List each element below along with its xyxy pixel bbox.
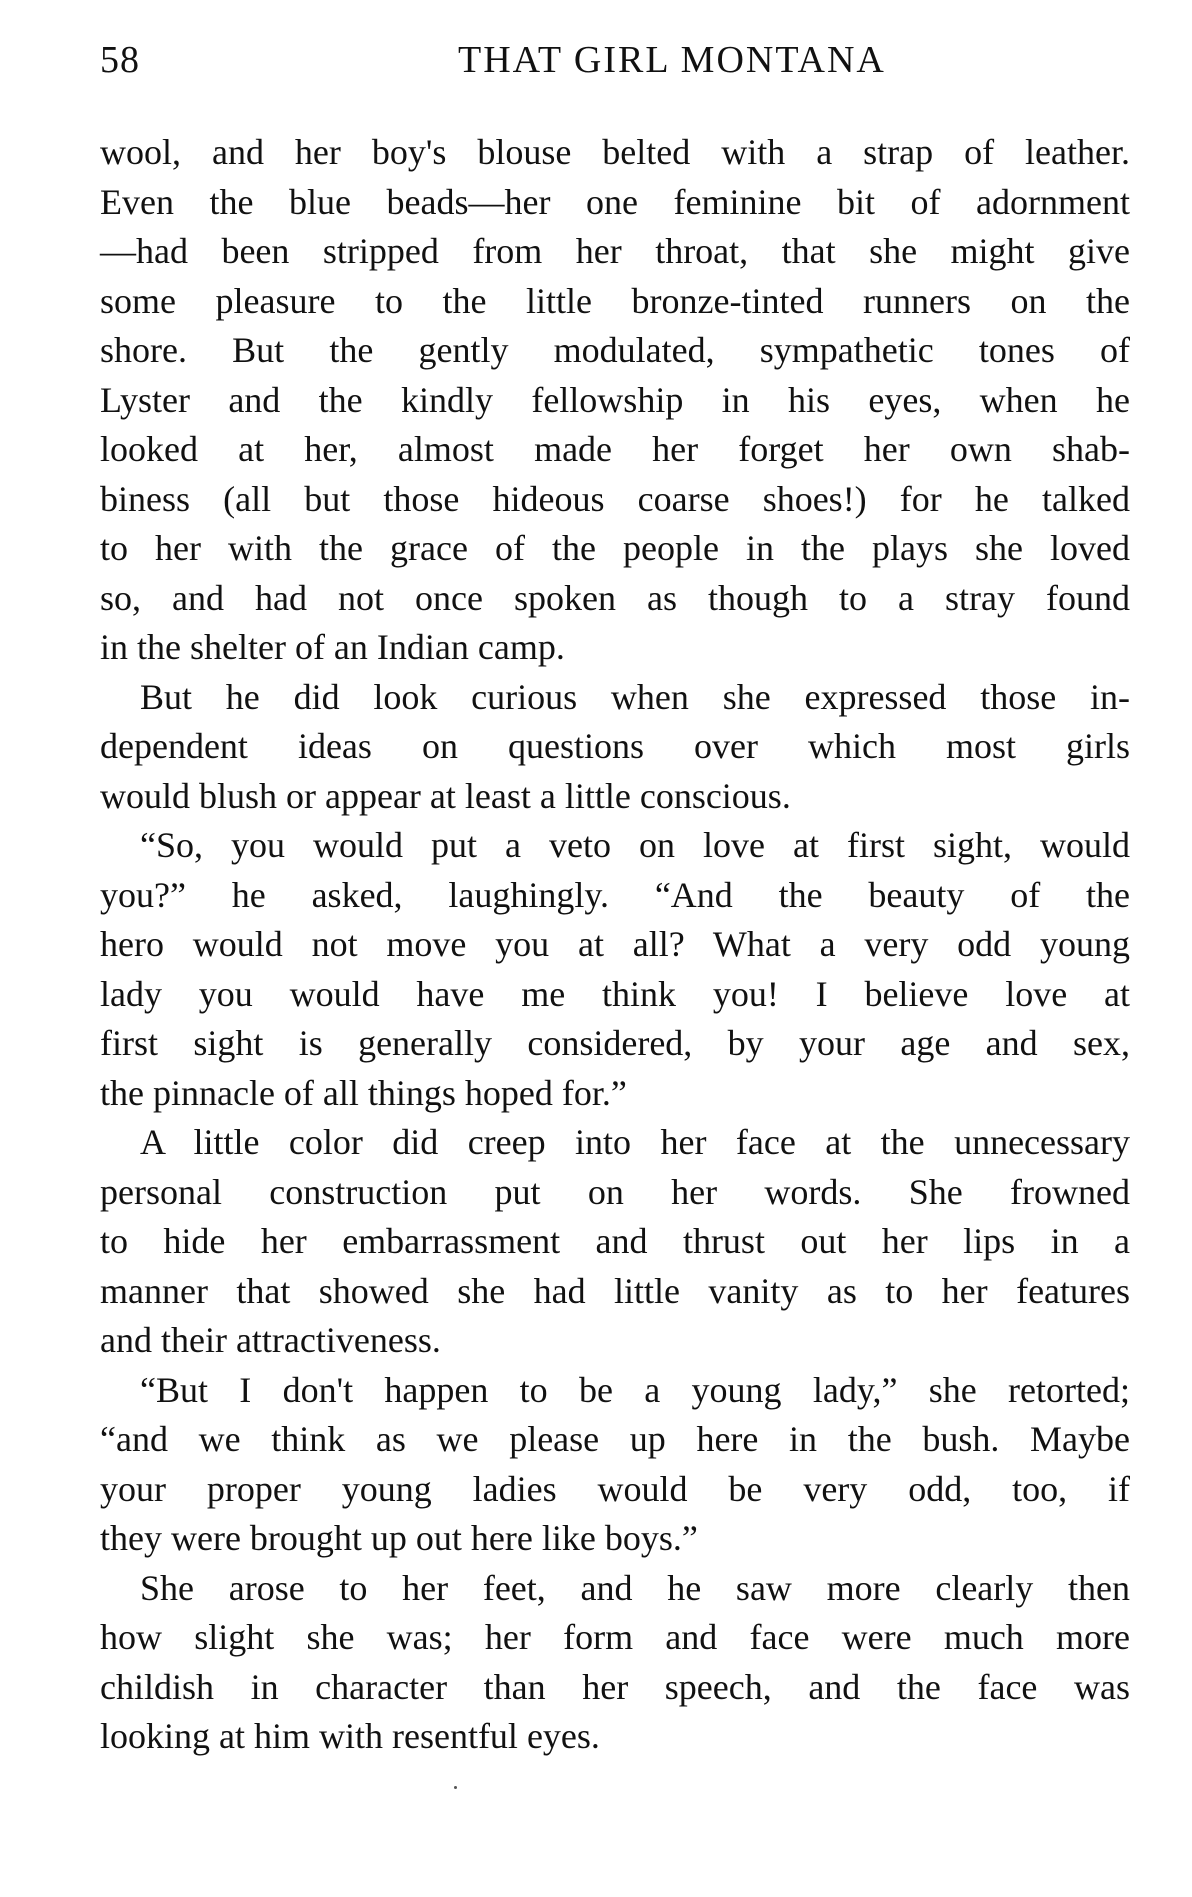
text-line: Lyster and the kindly fellowship in his eyes, when he — [100, 379, 1130, 420]
text-line: biness (all but those hideous coarse shoes!) for he talked — [100, 478, 1130, 519]
text-line: you?” he asked, laughingly. “And the beauty of the — [100, 874, 1130, 915]
text-line: “But I don't happen to be a young lady,” she retorted; — [140, 1369, 1130, 1410]
page-number: 58 — [100, 39, 140, 81]
running-head: THAT GIRL MONTANA — [458, 39, 886, 81]
text-line: looked at her, almost made her forget her own shab- — [100, 429, 1130, 469]
body-text — [100, 128, 1130, 1762]
text-line: in the shelter of an Indian camp. — [100, 627, 565, 667]
text-line: to her with the grace of the people in the plays she loved — [100, 528, 1130, 568]
text-line: your proper young ladies would be very odd, too, if — [100, 1468, 1130, 1509]
text-line: looking at him with resentful eyes. — [100, 1716, 600, 1756]
text-line: to hide her embarrassment and thrust out her lips in a — [100, 1221, 1130, 1261]
print-speck — [454, 1786, 457, 1789]
text-line: some pleasure to the little bronze-tinted runners on the — [100, 280, 1130, 321]
text-line: She arose to her feet, and he saw more clearly then — [140, 1567, 1130, 1608]
text-line: how slight she was; her form and face were much more — [100, 1617, 1130, 1657]
text-line: would blush or appear at least a little conscious. — [100, 775, 791, 816]
text-line: But he did look curious when she expressed those in- — [140, 676, 1130, 717]
text-line: A little color did creep into her face at the unnecessary — [140, 1122, 1130, 1162]
text-line: lady you would have me think you! I believe love at — [100, 973, 1130, 1014]
page-header — [100, 38, 1130, 88]
text-line: Even the blue beads—her one feminine bit of adornment — [100, 181, 1130, 222]
text-line: first sight is generally considered, by your age and sex, — [100, 1023, 1130, 1063]
text-line: wool, and her boy's blouse belted with a strap of leather. — [100, 132, 1130, 172]
text-line: manner that showed she had little vanity as to her features — [100, 1270, 1130, 1311]
text-line: personal construction put on her words. She frowned — [100, 1171, 1130, 1212]
text-line: childish in character than her speech, and the face was — [100, 1666, 1130, 1707]
text-line: “and we think as we please up here in the bush. Maybe — [100, 1419, 1130, 1459]
text-line: —had been stripped from her throat, that she might give — [100, 231, 1130, 271]
text-line: the pinnacle of all things hoped for.” — [100, 1072, 627, 1113]
text-line: hero would not move you at all? What a very odd young — [100, 924, 1130, 964]
text-line: they were brought up out here like boys.” — [100, 1518, 698, 1558]
text-line: “So, you would put a veto on love at first sight, would — [140, 825, 1130, 865]
text-line: shore. But the gently modulated, sympathetic tones of — [100, 330, 1130, 370]
text-line: dependent ideas on questions over which most girls — [100, 726, 1130, 766]
text-line: and their attractiveness. — [100, 1320, 441, 1360]
text-line: so, and had not once spoken as though to a stray found — [100, 577, 1130, 618]
